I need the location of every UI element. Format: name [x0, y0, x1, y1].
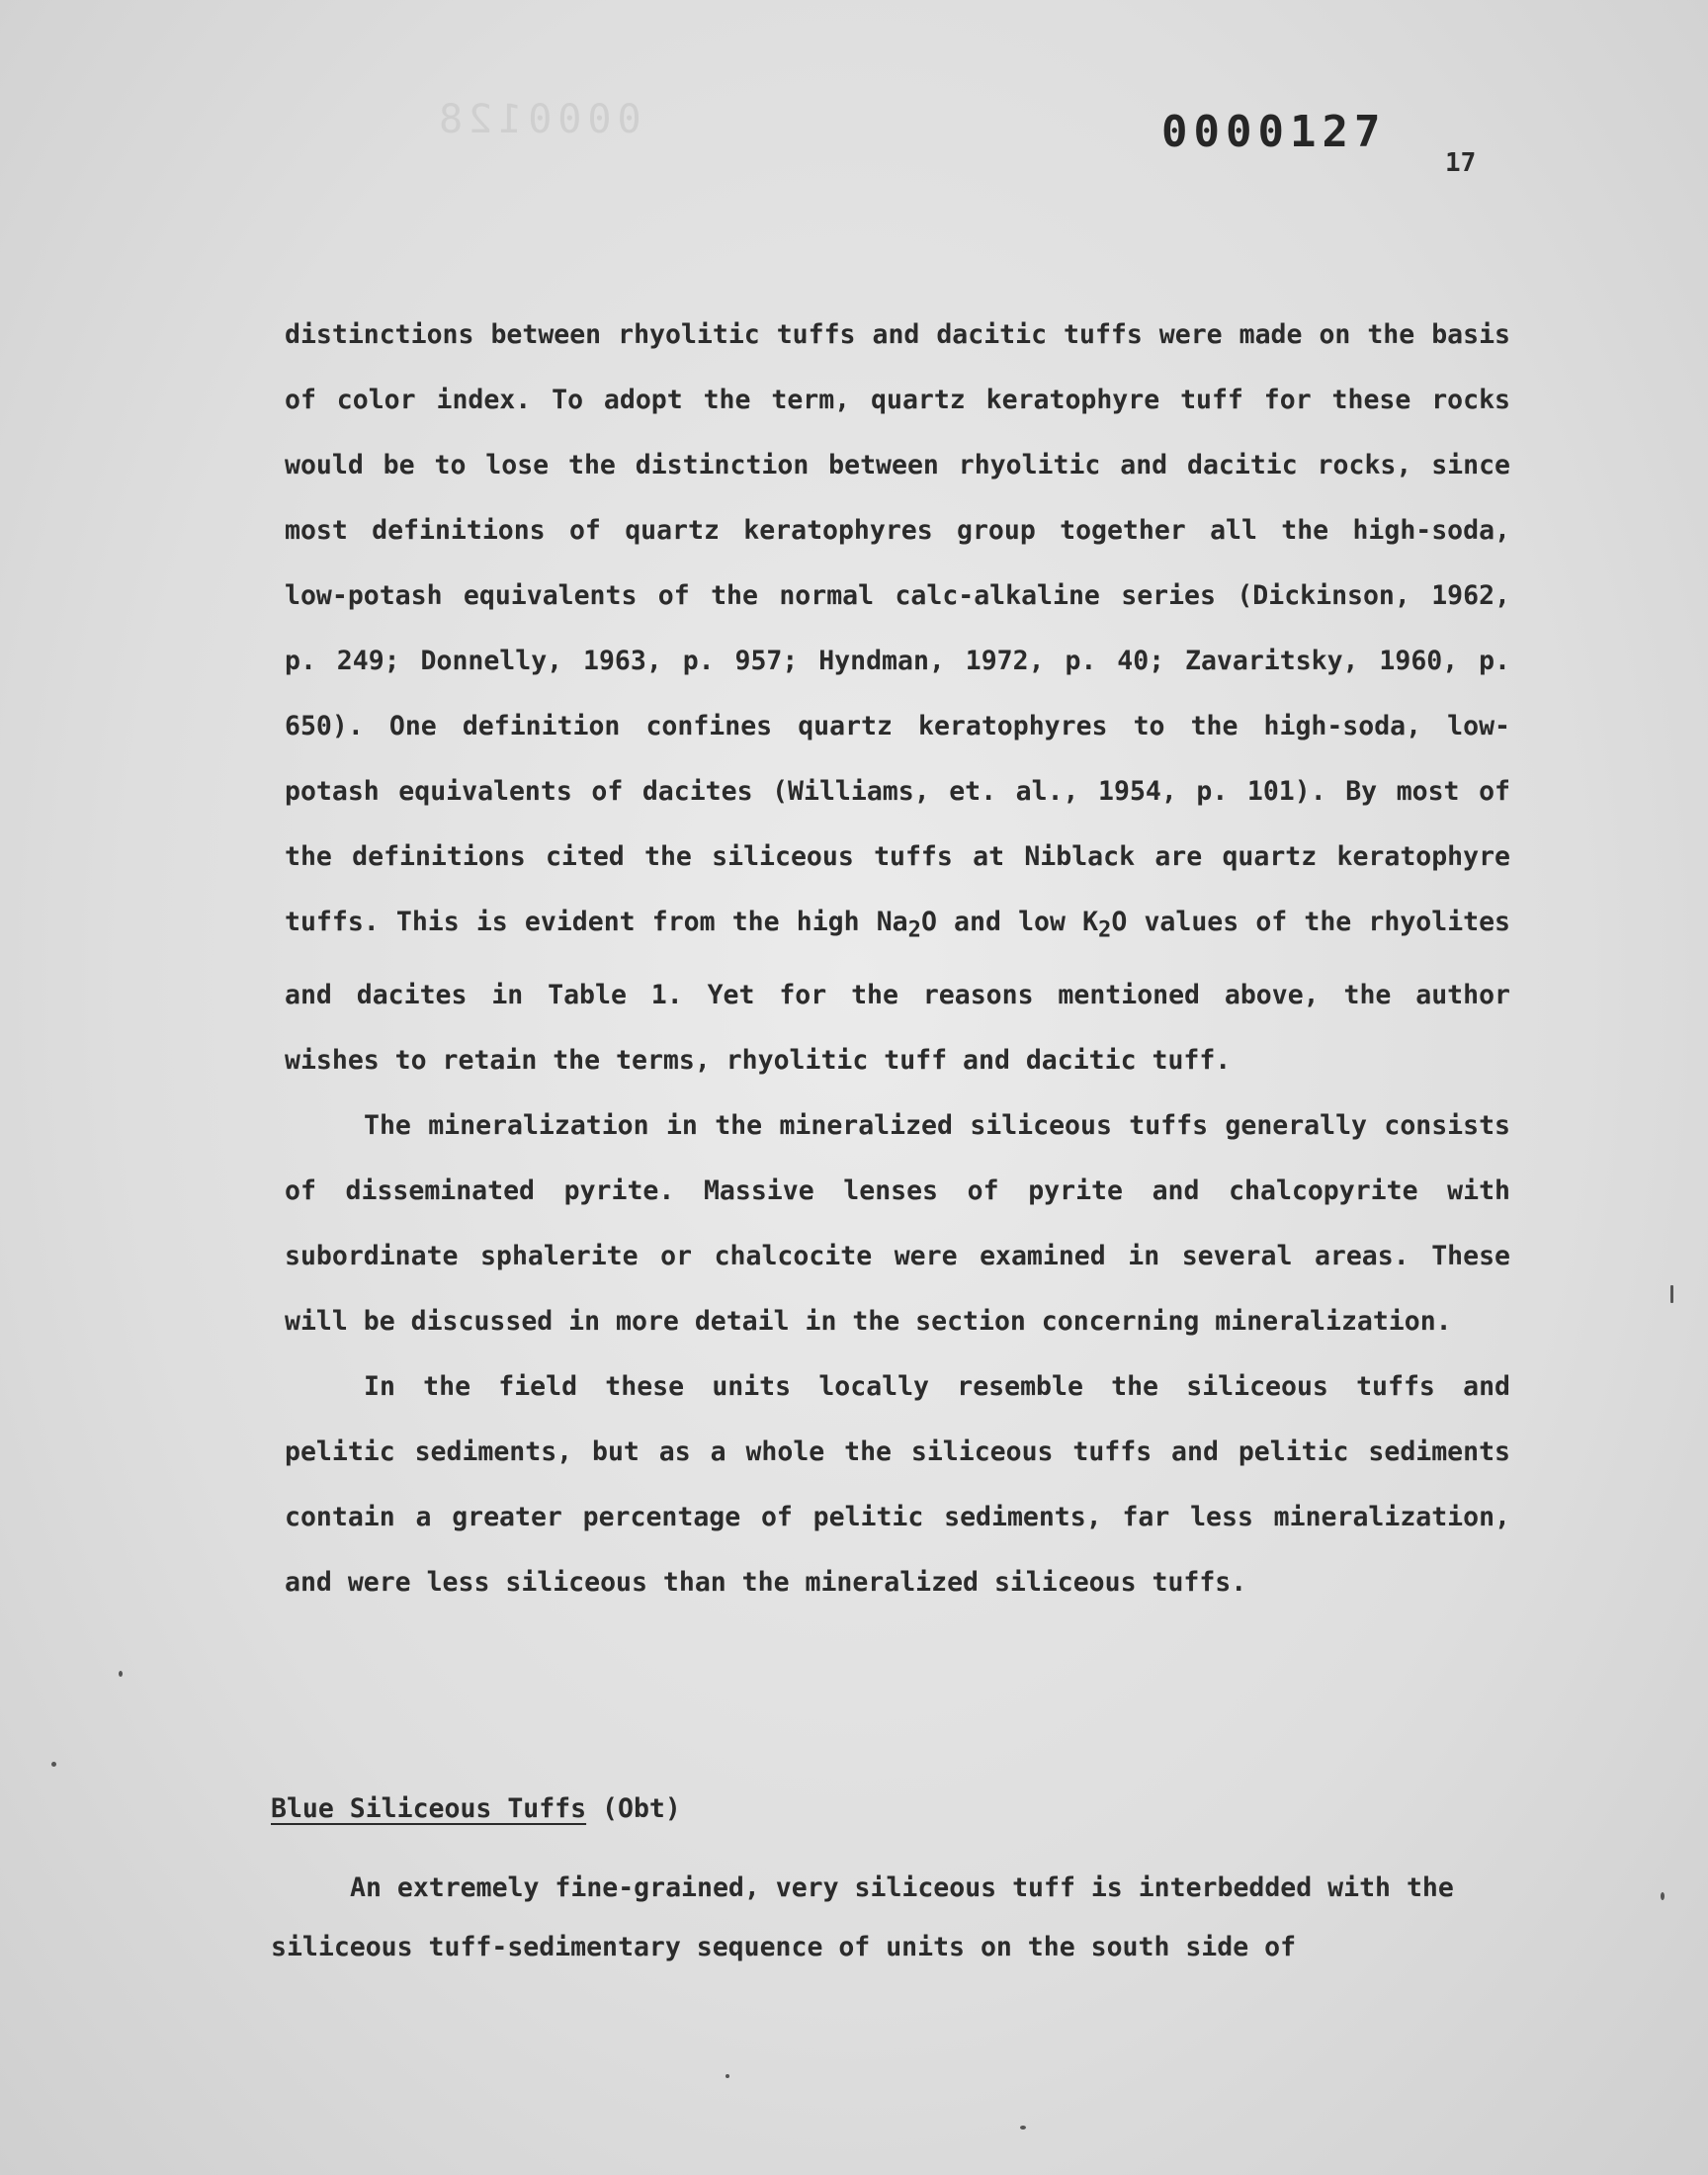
subscript: 2 [907, 917, 921, 943]
section-heading-code: (Obt) [586, 1793, 681, 1824]
paragraph-3: In the field these units locally resemble the siliceous tuffs and pelitic sediments, but as a whole the siliceous tuffs and pelitic sediments contain a greater percentage of pelitic sediments, far less mineralization, and were less siliceous than the mineralized siliceous tuffs. [285, 1371, 1510, 1599]
paragraph-1 [285, 303, 1510, 1093]
paragraph-1-text: distinctions between rhyolitic tuffs and dacitic tuffs were made on the basis of color index. To adopt the term, quartz keratophyre tuff for these rocks would be to lose the distinction between rhyolitic and dacitic rocks, since most definitions of quartz keratophyres group together all the high-soda, low-potash equivalents of the normal calc-alkaline series (Dickinson, 1962, p. 249; Donnelly, 1963, p. 957; Hyndman, 1972, p. 40; Zavaritsky, 1960, p. 650). One definition confines quartz keratophyres to the high-soda, low-potash equivalents of dacites (Williams, et. al., 1954, p. 101). By most of the definitions cited the siliceous tuffs at Niblack are quartz keratophyre tuffs. This is evident from the high [285, 319, 1510, 937]
sodium-symbol: Na [876, 907, 908, 937]
scan-speck [1661, 1892, 1665, 1900]
scan-speck [1020, 2126, 1026, 2130]
subscript: 2 [1098, 917, 1112, 943]
document-stamp-number: 0000127 [1161, 107, 1387, 157]
section-heading-title: Blue Siliceous Tuffs [271, 1793, 587, 1824]
body-text-continued [271, 1859, 1496, 1977]
body-text [285, 303, 1510, 1615]
scan-speck [726, 2074, 729, 2078]
scan-speck [1670, 1285, 1673, 1303]
scan-speck [119, 1671, 123, 1677]
paragraph-1-text-mid: O and low K [920, 907, 1099, 937]
page-number: 17 [1445, 148, 1477, 178]
paragraph-4: An extremely fine-grained, very siliceous tuff is interbedded with the siliceous tuff-sedimentary sequence of units on the south side of [271, 1872, 1454, 1962]
paragraph-1-text-end: O values of the rhyolites and dacites in Table 1. Yet for the reasons mentioned above, the author wishes to retain the terms, rhyolitic tuff and dacitic tuff. [285, 907, 1511, 1077]
bleed-through-stamp: 0000128 [433, 97, 641, 142]
paragraph-2: The mineralization in the mineralized siliceous tuffs generally consists of disseminated pyrite. Massive lenses of pyrite and chalcopyrite with subordinate sphalerite or chalcocite were examined in several areas. These will be discussed in more detail in the section concerning mineralization. [285, 1110, 1510, 1338]
section-heading [271, 1793, 681, 1824]
scan-speck [51, 1762, 56, 1767]
